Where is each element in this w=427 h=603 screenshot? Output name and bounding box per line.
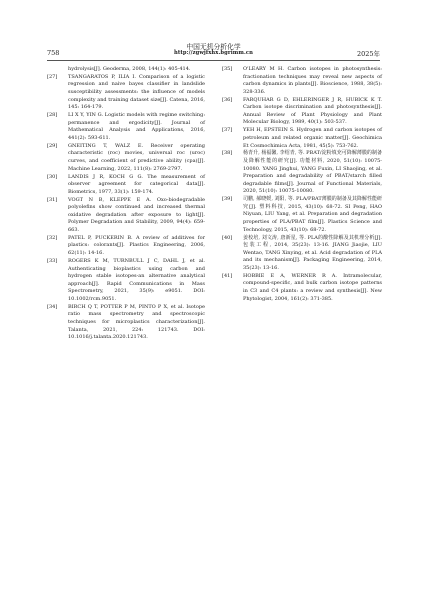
page-number: 758 <box>47 49 60 57</box>
reference-text: 姜校培, 刘文涛, 唐新星, 等. PLA的酸性降解及其机理分析[J]. 包装工程, 2014, 35(23): 13-16. JIANG Jiaojie, LIU Wentao, TANG Xinying, et al. Acid degradation of PLA and its mechanism[J]. Packaging Engineering, 2014, 35(23): 13-16. <box>243 234 382 271</box>
reference-text: LANDIS J R, KOCH G G. The measurement of observer agreement for categorical data[J]. Biometrics, 1977, 33(1): 159-174. <box>68 173 205 195</box>
reference-item <box>47 258 205 304</box>
reference-number: [28] <box>47 112 58 119</box>
reference-text: O'LEARY M H. Carbon isotopes in photosynthesis: fractionation techniques may reveal new aspects of carbon dynamics in plants[J]. Bioscience, 1988, 38(5): 328-336. <box>243 66 382 95</box>
reference-text: PATEL P, PUCKERIN B. A review of additives for plastics: colorants[J]. Plastics Engineering, 2006, 62(11): 14-16. <box>68 234 205 257</box>
reference-number: [27] <box>47 73 58 80</box>
reference-number: [33] <box>47 257 58 264</box>
reference-item <box>47 143 205 173</box>
reference-number: [30] <box>47 173 58 180</box>
reference-text: GNEITING T, WALZ E. Receiver operating characteristic (roc) movies, universal roc (uroc) curves, and coefficient of predictive ability (cpa)[J]. Machine Learning, 2022, 111(8): 2769-2797. <box>68 142 205 172</box>
reference-column-left <box>47 66 205 342</box>
reference-number: [34] <box>47 303 58 310</box>
reference-number: [40] <box>222 234 233 241</box>
reference-item <box>222 273 382 303</box>
reference-text: LI X Y, YIN G. Logistic models with regime switching: permanence and ergodicity[J]. Journal of Mathematical Analysis and Applications, 2016, 441(2): 593-611. <box>68 112 205 141</box>
reference-text: YEH H, EPSTEIN S. Hydrogen and carbon isotopes of petroleum and related organic matter[J]. Geochimica Et Cosmochimica Acta, 1981, 45(5): 753-762. <box>243 127 382 149</box>
reference-number: [37] <box>222 127 233 134</box>
reference-text: hydrolysis[J]. Geoderma, 2008, 144(1): 405-414. <box>68 66 191 72</box>
reference-number: [32] <box>47 234 58 241</box>
reference-text: TSANGARATOS P, ILIA I. Comparison of a logistic regression and naive bayes classifier in landslide susceptibility assessments: the influence of models complexity and training dataset size[J]. Catena, 2016, 145: 164-179. <box>68 73 205 111</box>
reference-item <box>47 235 205 258</box>
journal-url: http://zgwjfxhx.bgrimm.cn <box>174 50 253 56</box>
reference-column-right <box>222 66 382 303</box>
reference-text: 司鹏, 郝晓媛, 刘阳, 等. PLA/PBAT薄膜的制备及其降解性能研究[J]. 塑料科技, 2015, 43(10): 68-72. SI Peng, HAO Niyuan, LIU Yang, et al. Preparation and degradation properties of PLA/PBAT film[J]. Plastics Science and Technology, 2015, 43(10): 68-72. <box>243 196 382 233</box>
reference-number: [38] <box>222 150 233 157</box>
header-divider <box>47 60 380 61</box>
reference-text: 杨青升, 杨福馨, 李绍青, 等. PBAT/淀粉填充可降解薄膜的制备及降解性能的研究[J]. 功能材料, 2020, 51(10): 10075-10080. YANG Jinghui, YANG Fuxin, LI Shaojing, et al. Preparation and degradability of PBAT/starch filled degradable films[J]. Journal of Functional Materials, 2020, 51(10): 10075-10080. <box>243 150 382 195</box>
journal-title: 中国无机分析化学 <box>186 43 241 51</box>
reference-item <box>222 235 382 273</box>
reference-number: [35] <box>222 66 233 72</box>
reference-item <box>47 66 205 74</box>
reference-text: VOGT N B, KLEPPE E A. Oxo-biodegradable polyolefins show continued and increased thermal oxidative degradation after exposure to light[J]. Polymer Degradation and Stability, 2009, 94(4): 659-663. <box>68 196 205 233</box>
reference-number: [31] <box>47 196 58 203</box>
reference-item <box>47 112 205 142</box>
reference-item <box>47 174 205 197</box>
reference-number: [39] <box>222 196 233 203</box>
reference-number: [41] <box>222 272 233 279</box>
reference-item <box>47 304 205 342</box>
reference-number: [36] <box>222 96 233 103</box>
journal-year: 2025年 <box>356 50 380 58</box>
reference-item <box>222 97 382 127</box>
reference-item <box>222 150 382 196</box>
reference-text: BIRCH Q T, POTTER P M, PINTO P X, et al. Isotope ratio mass spectrometry and spectroscopic techniques for microplastics characterization[J]. Talanta, 2021, 224: 121743. DOI: 10.1016/j.talanta.2020.121743. <box>68 303 205 341</box>
reference-item <box>222 66 382 96</box>
reference-item <box>222 196 382 234</box>
reference-item <box>47 74 205 112</box>
reference-number: [29] <box>47 142 58 149</box>
reference-item <box>222 127 382 150</box>
reference-text: FARQUHAR G D, EHLERINGER J R, HUBICK K T. Carbon isotope discrimination and photosynthesis[J]. Annual Review of Plant Physiology and Plant Molecular Biology, 1989, 40(1): 503-537. <box>243 96 382 126</box>
reference-text: HOBBIE E A, WERNER R A. Intramolecular, compound-specific, and bulk carbon isotope patterns in C3 and C4 plants: a review and synthesis[J]. New Phytologist, 2004, 161(2): 371-385. <box>243 272 382 302</box>
page-header <box>0 0 427 60</box>
reference-item <box>47 197 205 235</box>
reference-text: ROGERS K M, TURNBULL J C, DAHL J, et al. Authenticating bioplastics using carbon and hydrogen stable isotopes-an alternative analytical approach[J]. Rapid Communications in Mass Spectrometry, 2021, 35(9): e9051. DOI: 10.1002/rcm.9051. <box>68 257 205 302</box>
